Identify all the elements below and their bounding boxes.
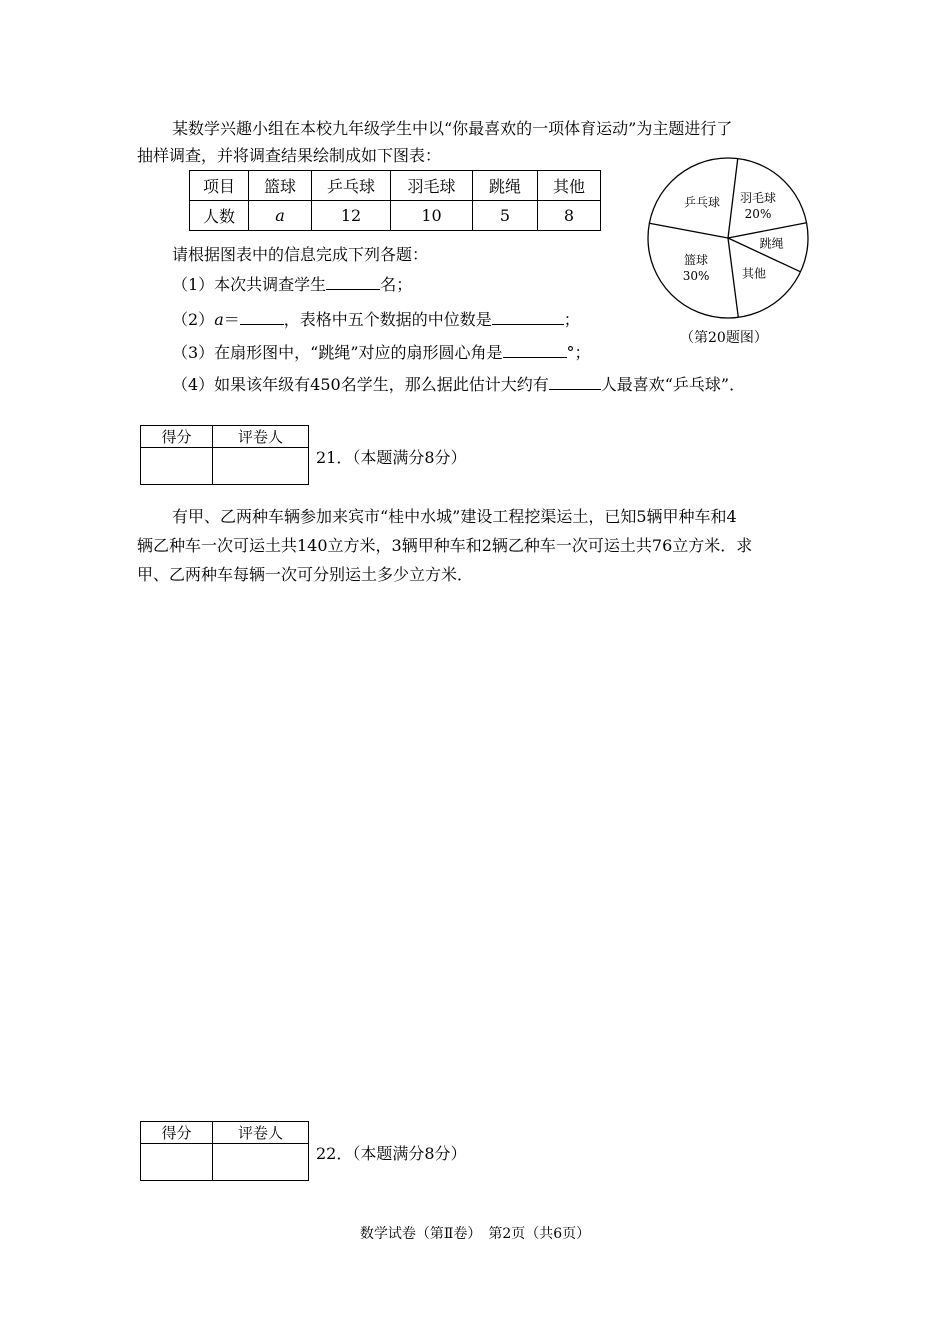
pie-slice-label: 乒乓球	[684, 195, 721, 210]
answer-blank	[549, 388, 601, 390]
table-cell: 12	[312, 201, 391, 231]
pie-slice-label: 跳绳	[759, 236, 784, 251]
grader-cell[interactable]	[213, 448, 309, 485]
pie-slice-label: 羽毛球	[740, 190, 777, 205]
question-2	[172, 305, 580, 334]
q2-suffix: ；	[563, 310, 580, 329]
q1-suffix: 名；	[380, 275, 413, 294]
table-header-cell: 项目	[190, 171, 249, 201]
q2-text: ，表格中五个数据的中位数是	[283, 310, 492, 329]
answer-blank	[503, 356, 567, 358]
question-3	[172, 338, 591, 367]
table-header-cell: 跳绳	[473, 171, 538, 201]
score-cell[interactable]	[141, 1144, 213, 1181]
score-header: 得分	[141, 426, 213, 448]
table-header-cell: 其他	[538, 171, 601, 201]
problem22-title: 22．（本题满分8分）	[316, 1144, 467, 1163]
table-header-cell: 篮球	[249, 171, 312, 201]
q1-prefix: （1）本次共调查学生	[172, 275, 327, 294]
answer-blank	[240, 323, 284, 325]
survey-table	[189, 170, 601, 231]
pie-slice-percent: 20%	[744, 206, 772, 221]
pie-slice-label: 篮球	[684, 253, 709, 268]
score-header: 得分	[141, 1122, 213, 1144]
answer-blank	[326, 288, 380, 290]
table-cell: 5	[473, 201, 538, 231]
problem21-line1: 有甲、乙两种车辆参加来宾市“桂中水城”建设工程挖渠运土，已知5辆甲种车和4	[172, 507, 737, 526]
page-footer: 数学试卷（第Ⅱ卷） 第2页（共6页）	[359, 1226, 591, 1242]
problem20-intro-line2: 抽样调查，并将调查结果绘制成如下图表：	[137, 146, 442, 165]
score-box-21	[140, 425, 309, 485]
table-cell: 8	[538, 201, 601, 231]
question-4	[172, 370, 745, 399]
table-row	[190, 171, 601, 201]
grader-cell[interactable]	[213, 1144, 309, 1181]
table-cell: 人数	[190, 201, 249, 231]
table-row	[190, 201, 601, 231]
problem21-line3: 甲、乙两种车每辆一次可分别运土多少立方米．	[137, 565, 474, 584]
q3-prefix: （3）在扇形图中，“跳绳”对应的扇形圆心角是	[172, 343, 503, 362]
score-box-22	[140, 1121, 309, 1181]
problem21-line2: 辆乙种车一次可运土共140立方米，3辆甲种车和2辆乙种车一次可运土共76立方米．求	[137, 536, 753, 555]
question-1	[172, 270, 412, 299]
q2-prefix: （2）	[172, 310, 215, 329]
instruction-text: 请根据图表中的信息完成下列各题：	[172, 245, 429, 264]
grader-header: 评卷人	[213, 426, 309, 448]
q4-prefix: （4）如果该年级有450名学生，那么据此估计大约有	[172, 375, 549, 394]
figure-caption: （第20题图）	[680, 330, 768, 346]
q2-variable: a	[214, 310, 224, 329]
pie-chart	[640, 150, 816, 326]
q2-equals: ＝	[223, 310, 240, 329]
pie-slice-label: 其他	[741, 266, 766, 281]
table-header-cell: 羽毛球	[391, 171, 473, 201]
problem20-intro-line1: 某数学兴趣小组在本校九年级学生中以“你最喜欢的一项体育运动”为主题进行了	[172, 119, 733, 138]
table-header-cell: 乒乓球	[312, 171, 391, 201]
table-cell: 10	[391, 201, 473, 231]
q4-suffix: 人最喜欢“乒乓球”．	[600, 375, 746, 394]
problem21-title: 21．（本题满分8分）	[316, 448, 467, 467]
grader-header: 评卷人	[213, 1122, 309, 1144]
answer-blank	[492, 323, 564, 325]
q3-suffix: °；	[566, 343, 591, 362]
table-cell: a	[249, 201, 312, 231]
score-cell[interactable]	[141, 448, 213, 485]
pie-slice-percent: 30%	[682, 269, 710, 284]
